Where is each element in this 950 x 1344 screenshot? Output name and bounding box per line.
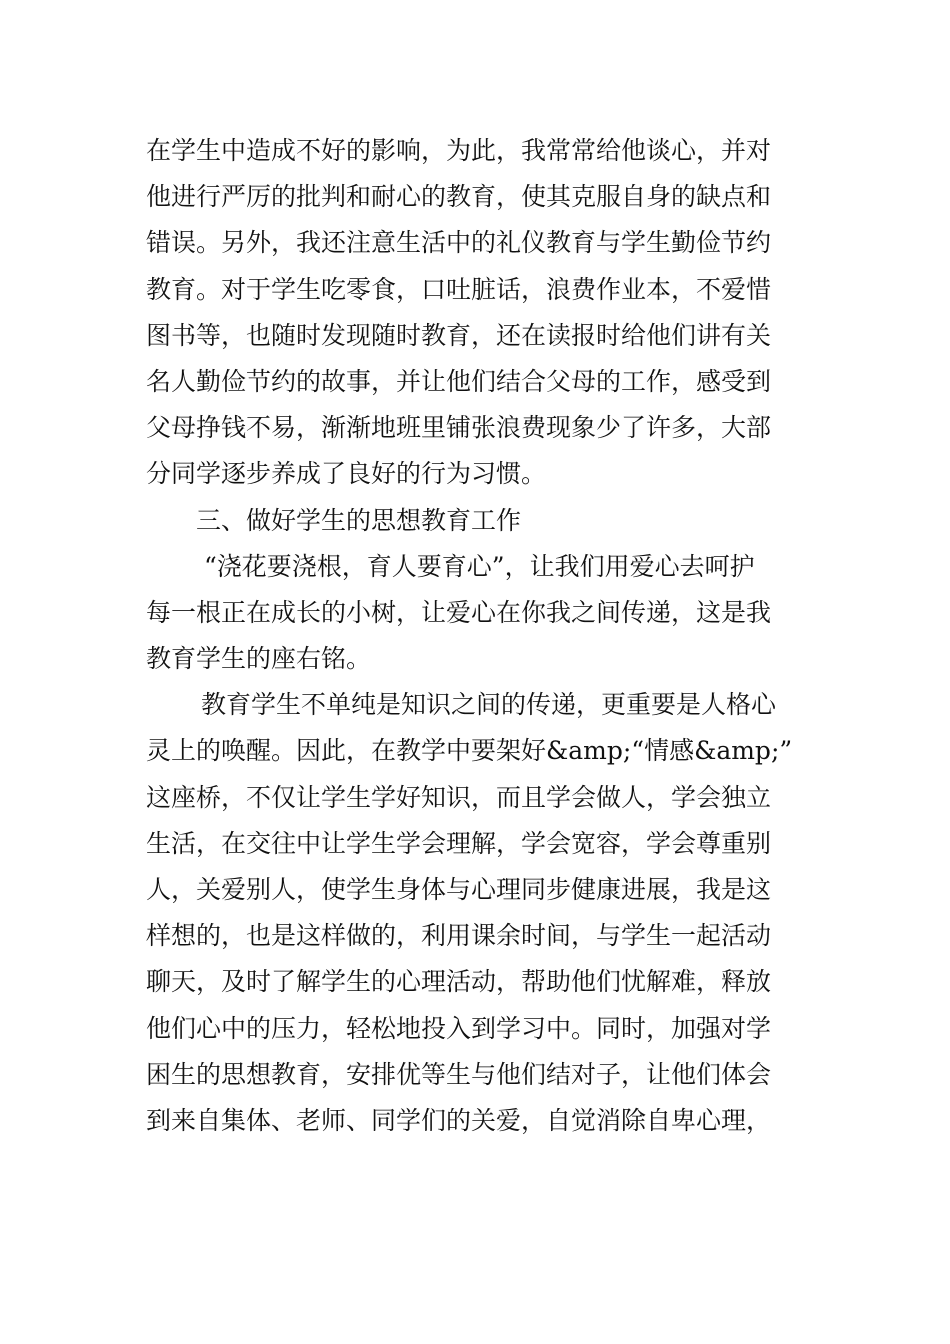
text-line: 到来自集体、老师、同学们的关爱，自觉消除自卑心理， <box>146 1105 772 1135</box>
text-line: 名人勤俭节约的故事，并让他们结合父母的工作，感受到 <box>146 366 772 396</box>
text-line: 每一根正在成长的小树，让爱心在你我之间传递，这是我 <box>146 597 772 627</box>
text-line: 样想的，也是这样做的，利用课余时间，与学生一起活动 <box>146 921 772 951</box>
text-line: 教育学生的座右铭。 <box>146 644 372 674</box>
text-line: 人，关爱别人，使学生身体与心理同步健康进展，我是这 <box>146 875 772 904</box>
text-line: 聊天，及时了解学生的心理活动，帮助他们忧解难，释放 <box>146 967 772 997</box>
text-line: 父母挣钱不易，渐渐地班里铺张浪费现象少了许多，大部 <box>146 413 772 443</box>
document-body <box>146 128 816 1144</box>
text-line: 这座桥，不仅让学生学好知识，而且学会做人，学会独立 <box>146 782 772 812</box>
text-line: “浇花要浇根，育人要育心”，让我们用爱心去呵护 <box>204 551 755 581</box>
text-line: 在学生中造成不好的影响，为此，我常常给他谈心，并对 <box>146 136 772 165</box>
text-line: 图书等，也随时发现随时教育，还在读报时给他们讲有关 <box>146 320 772 350</box>
text-line: 分同学逐步养成了良好的行为习惯。 <box>146 459 547 489</box>
text-line: 教育学生不单纯是知识之间的传递，更重要是人格心 <box>201 690 777 720</box>
text-line: 他进行严厉的批判和耐心的教育，使其克服自身的缺点和 <box>146 182 772 212</box>
text-line: 生活，在交往中让学生学会理解，学会宽容，学会尊重别 <box>146 828 772 858</box>
text-line: 教育。对于学生吃零食，口吐脏话，浪费作业本，不爱惜 <box>146 274 772 304</box>
text-line: 他们心中的压力，轻松地投入到学习中。同时，加强对学 <box>146 1013 772 1043</box>
text-line: 灵上的唤醒。因此，在教学中要架好&amp;“情感&amp;” <box>146 736 793 766</box>
text-line: 错误。另外，我还注意生活中的礼仪教育与学生勤俭节约 <box>146 228 772 258</box>
section-heading: 三、做好学生的思想教育工作 <box>196 505 522 535</box>
text-line: 困生的思想教育，安排优等生与他们结对子，让他们体会 <box>146 1059 772 1089</box>
